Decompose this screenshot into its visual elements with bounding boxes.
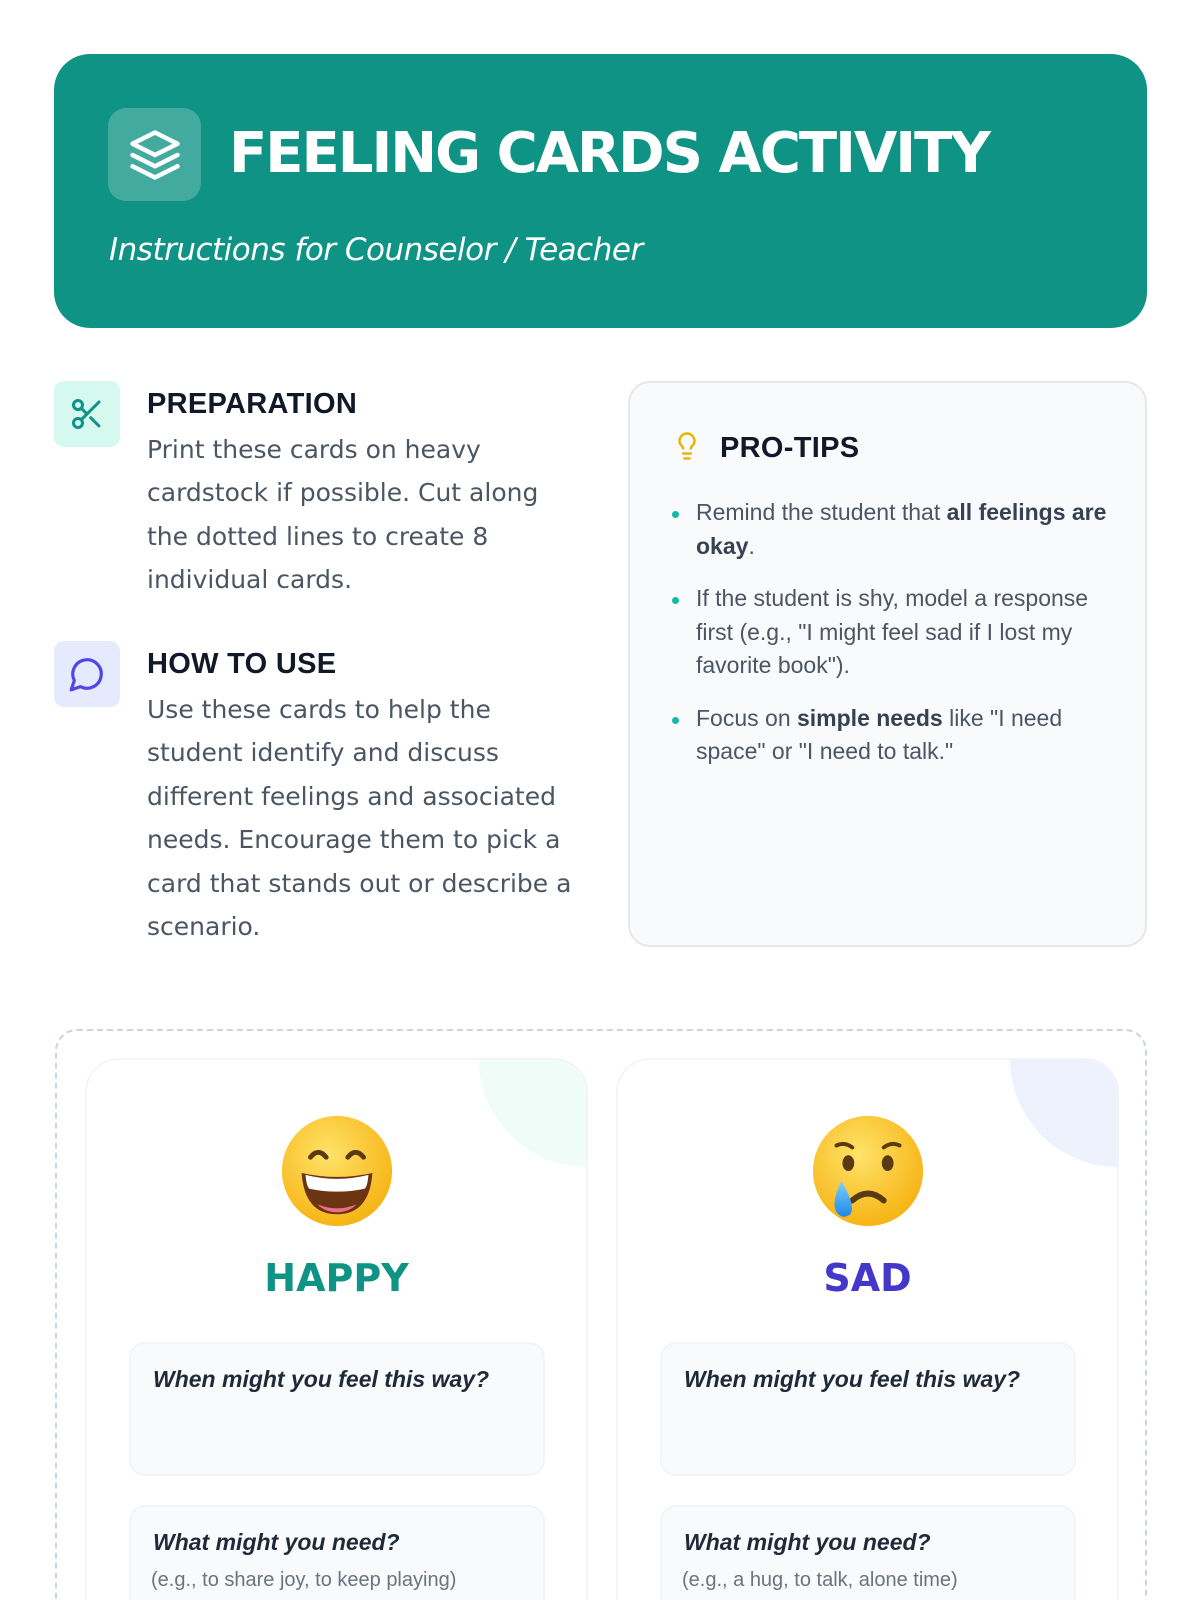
feeling-card-happy[interactable] (85, 1058, 588, 1600)
card-question-box (660, 1342, 1076, 1476)
card-question-when: When might you feel this way? (684, 1366, 1021, 1392)
card-feeling-name: HAPPY (264, 1256, 409, 1300)
happy-face-icon (87, 1112, 586, 1230)
pro-tips-list (670, 496, 1115, 788)
how-to-use-text: Use these cards to help the student identify and discuss different feelings and associated needs. Encourage them to pick a card that stands out or describe a scenario. (147, 695, 572, 942)
card-hint: (e.g., to share joy, to keep playing) (151, 1569, 457, 1591)
feeling-card-sad[interactable] (616, 1058, 1119, 1600)
layers-icon (108, 108, 201, 201)
scissors-icon (54, 381, 120, 447)
list-item: If the student is shy, model a response first (e.g., "I might feel sad if I lost my favorite book"). (670, 582, 1115, 683)
card-question-box (129, 1342, 545, 1476)
card-hint: (e.g., a hug, to talk, alone time) (682, 1569, 958, 1591)
preparation-title: PREPARATION (147, 388, 358, 420)
card-feeling-name: SAD (823, 1256, 912, 1300)
lightbulb-icon (672, 429, 702, 468)
how-to-use-title: HOW TO USE (147, 648, 337, 680)
pro-tips-title: PRO-TIPS (720, 432, 860, 464)
chat-bubble-icon (54, 641, 120, 707)
list-item: Focus on simple needs like "I need space" or "I need to talk." (670, 702, 1115, 769)
card-question-need: What might you need? (684, 1529, 931, 1555)
crying-face-icon (618, 1112, 1117, 1230)
pro-tips-panel (628, 381, 1147, 947)
page-subtitle: Instructions for Counselor / Teacher (109, 232, 643, 268)
card-question-box (129, 1505, 545, 1600)
card-question-need: What might you need? (153, 1529, 400, 1555)
header-banner (54, 54, 1147, 328)
card-question-box (660, 1505, 1076, 1600)
card-question-when: When might you feel this way? (153, 1366, 490, 1392)
page-title: FEELING CARDS ACTIVITY (229, 121, 989, 186)
preparation-text: Print these cards on heavy cardstock if possible. Cut along the dotted lines to create 8 individual cards. (147, 435, 539, 595)
list-item: Remind the student that all feelings are okay. (670, 496, 1115, 563)
